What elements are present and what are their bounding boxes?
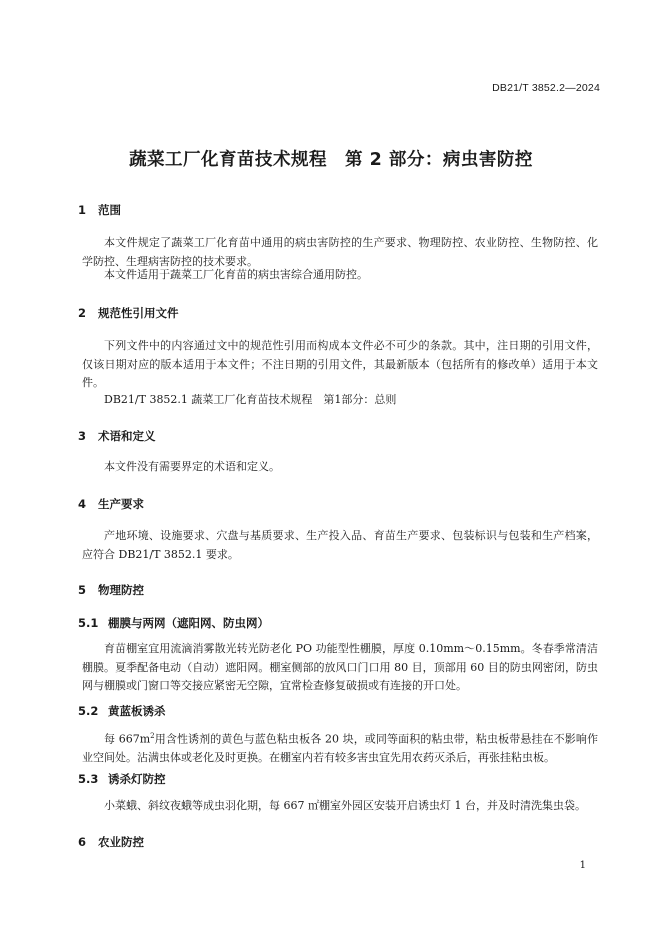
section-number: 3 [78, 429, 87, 443]
subsection-heading-trap-lamp [78, 771, 166, 787]
terms-paragraph: 本文件没有需要界定的术语和定义。 [104, 460, 280, 473]
document-number: DB21/T 3852.2—2024 [492, 82, 600, 94]
section-title: 农业防控 [98, 835, 144, 849]
section-heading-normative-references [78, 305, 179, 321]
page-number: 1 [579, 860, 586, 871]
section-heading-scope [78, 202, 121, 218]
section-title: 术语和定义 [98, 429, 156, 443]
section-number: 2 [78, 306, 87, 320]
subsection-number: 5.3 [78, 772, 99, 786]
subsection-title: 棚膜与两网（遮阳网、防虫网） [108, 616, 269, 630]
section-number: 4 [78, 497, 87, 511]
section-heading-physical-control [78, 582, 144, 598]
references-paragraph: 下列文件中的内容通过文中的规范性引用而构成本文件必不可少的条款。其中，注日期的引用文件，仅该日期对应的版本适用于本文件；不注日期的引用文件，其最新版本（包括所有的修改单）适用于本文件。 [82, 339, 598, 389]
section-heading-production-requirements [78, 496, 144, 512]
page-title: 蔬菜工厂化育苗技术规程 第 2 部分：病虫害防控 [129, 150, 533, 170]
scope-paragraph-1: 本文件规定了蔬菜工厂化育苗中通用的病虫害防控的生产要求、物理防控、农业防控、生物防控、化学防控、生理病害防控的技术要求。 [82, 236, 598, 268]
boards-paragraph: 每 $667m^2$用含性诱剂的黄色与蓝色粘虫板各 20 块，或同等面积的粘虫带，粘虫板带悬挂在不影响作业空间处。沾满虫体或老化及时更换。在棚室内若有较多害虫宜先用农药灭杀后，再张挂粘虫板。 [82, 732, 598, 765]
trap-lamp-paragraph: 小菜蛾、斜纹夜蛾等成虫羽化期，每 667 ㎡棚室外园区安装开启诱虫灯 1 台，并及时清洗集虫袋。 [104, 799, 586, 812]
reference-item: DB21/T 3852.1 蔬菜工厂化育苗技术规程 第1部分：总则 [104, 393, 397, 406]
subsection-heading-film-nets [78, 615, 269, 631]
subsection-title: 黄蓝板诱杀 [108, 704, 166, 718]
subsection-number: 5.1 [78, 616, 99, 630]
section-title: 范围 [98, 203, 121, 217]
section-title: 物理防控 [98, 583, 144, 597]
film-nets-paragraph: 育苗棚室宜用流滴消雾散光转光防老化 PO 功能型性棚膜，厚度 0.10mm～0.15mm。冬春季常清洁棚膜。夏季配备电动（自动）遮阳网。棚室侧部的放风口门口用 80 目，顶部用 60 目的防虫网密闭，防虫网与棚膜或门窗口等交接应紧密无空隙，宜常检查修复破损或有连接的开口处。 [82, 642, 598, 692]
subsection-number: 5.2 [78, 704, 99, 718]
section-number: 1 [78, 203, 87, 217]
subsection-heading-yellow-blue-boards [78, 703, 166, 719]
production-paragraph: 产地环境、设施要求、穴盘与基质要求、生产投入品、育苗生产要求、包装标识与包装和生产档案，应符合 DB21/T 3852.1 要求。 [82, 529, 598, 561]
section-number: 6 [78, 835, 87, 849]
section-heading-terms [78, 428, 156, 444]
section-number: 5 [78, 583, 87, 597]
section-title: 规范性引用文件 [98, 306, 179, 320]
section-heading-agricultural-control [78, 834, 144, 850]
scope-paragraph-2: 本文件适用于蔬菜工厂化育苗的病虫害综合通用防控。 [104, 268, 368, 281]
subsection-title: 诱杀灯防控 [108, 772, 166, 786]
section-title: 生产要求 [98, 497, 144, 511]
